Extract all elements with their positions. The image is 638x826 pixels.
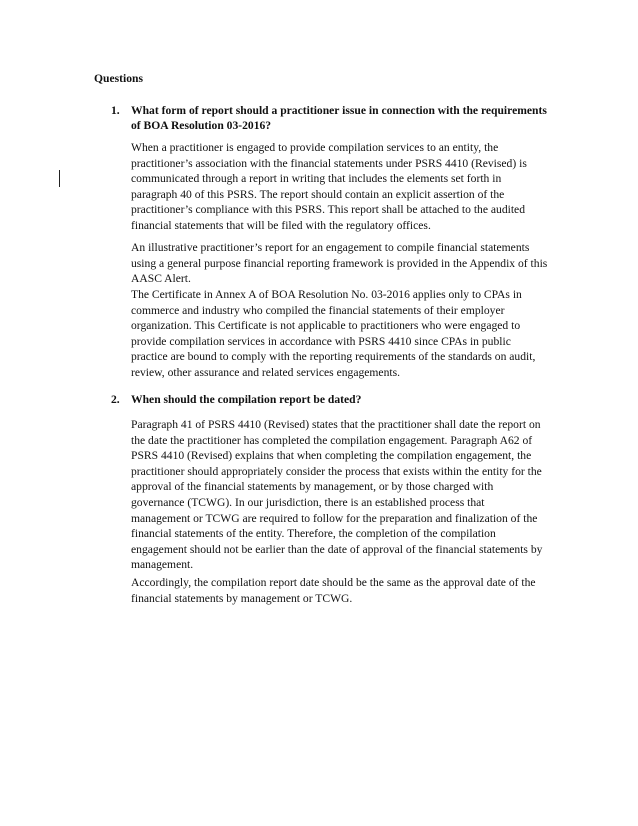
paragraph-line: Paragraph 41 of PSRS 4410 (Revised) states that the practitioner shall date the report on bbox=[131, 418, 541, 431]
paragraph-line: using a general purpose financial reporting framework is provided in the Appendix of this bbox=[131, 256, 548, 270]
question-1-title-line: of BOA Resolution 03-2016? bbox=[131, 119, 272, 133]
section-heading: Questions bbox=[94, 72, 143, 85]
paragraph-line: An illustrative practitioner’s report for an engagement to compile financial statements bbox=[131, 241, 530, 254]
paragraph-line: financial statements of the entity. Therefore, the completion of the compilation bbox=[131, 527, 496, 541]
question-2-number: 2. bbox=[111, 393, 120, 406]
paragraph-line: the date the practitioner has completed the compilation engagement. Paragraph A62 of bbox=[131, 433, 533, 447]
paragraph-line: commerce and industry who compiled the financial statements of their employer bbox=[131, 303, 505, 317]
question-1-paragraph-1 bbox=[131, 140, 551, 234]
paragraph-line: communicated through a report in writing that includes the elements set forth in bbox=[131, 172, 502, 186]
question-2-paragraph-2 bbox=[131, 575, 551, 606]
paragraph-line: approval of the financial statements by management, or by those charged with bbox=[131, 480, 494, 494]
paragraph-line: practitioner’s association with the financial statements under PSRS 4410 (Revised) is bbox=[131, 156, 527, 170]
paragraph-line: paragraph 40 of this PSRS. The report should contain an explicit assertion of the bbox=[131, 187, 505, 201]
paragraph-line: provide compilation services in accordance with PSRS 4410 since CPAs in public bbox=[131, 334, 511, 348]
paragraph-line: When a practitioner is engaged to provide compilation services to an entity, the bbox=[131, 141, 499, 154]
question-1-title bbox=[131, 103, 551, 133]
paragraph-line: practitioner should appropriately consider the process that exists within the entity for the bbox=[131, 464, 542, 478]
question-2-title: When should the compilation report be dated? bbox=[131, 393, 362, 406]
revision-change-bar bbox=[59, 170, 60, 187]
paragraph-line: The Certificate in Annex A of BOA Resolution No. 03-2016 applies only to CPAs in bbox=[131, 288, 522, 301]
paragraph-line: governance (TCWG). In our jurisdiction, there is an established process that bbox=[131, 495, 485, 509]
paragraph-line: practitioner’s compliance with this PSRS. This report shall be attached to the audited bbox=[131, 203, 526, 217]
paragraph-line: financial statements by management or TCWG. bbox=[131, 591, 353, 605]
question-2-paragraph-1 bbox=[131, 417, 551, 573]
question-1-paragraph-3 bbox=[131, 287, 551, 381]
question-1-paragraph-2 bbox=[131, 240, 551, 287]
paragraph-line: management or TCWG are required to follow for the preparation and finalization of the bbox=[131, 511, 538, 525]
paragraph-line: review, other assurance and related services engagements. bbox=[131, 365, 400, 379]
paragraph-line: management. bbox=[131, 558, 194, 572]
question-1-number: 1. bbox=[111, 104, 120, 117]
paragraph-line: PSRS 4410 (Revised) explains that when completing the compilation engagement, the bbox=[131, 449, 532, 463]
paragraph-line: practice are bound to comply with the reporting requirements of the standards on audit, bbox=[131, 350, 536, 364]
paragraph-line: financial statements that will be filed with the regulatory offices. bbox=[131, 218, 431, 232]
paragraph-line: Accordingly, the compilation report date should be the same as the approval date of the bbox=[131, 576, 536, 589]
question-1-title-line: What form of report should a practitioner issue in connection with the requirements bbox=[131, 104, 547, 117]
paragraph-line: AASC Alert. bbox=[131, 272, 191, 286]
paragraph-line: engagement should not be earlier than the date of approval of the financial statements by bbox=[131, 542, 543, 556]
paragraph-line: organization. This Certificate is not applicable to practitioners who were engaged to bbox=[131, 319, 521, 333]
